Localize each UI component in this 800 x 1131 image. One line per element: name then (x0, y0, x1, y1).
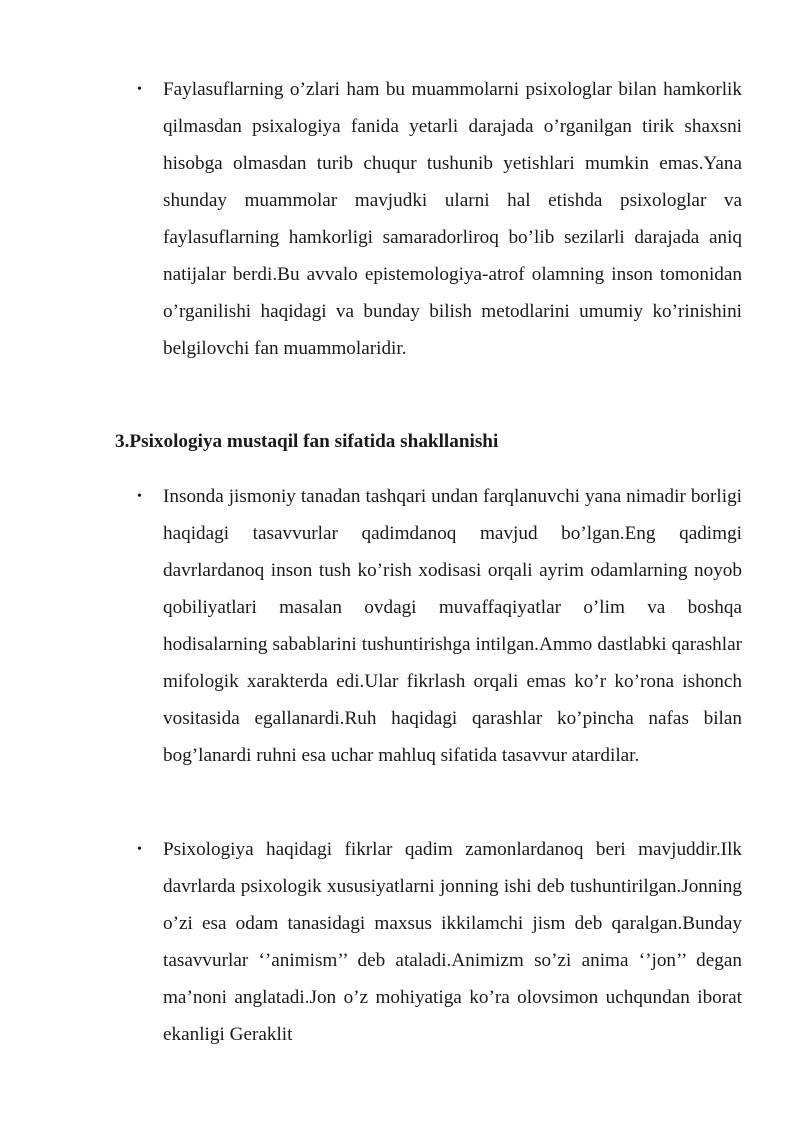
paragraph-ancient-views: Insonda jismoniy tanadan tashqari undan farqlanuvchi yana nimadir borligi haqidagi tasavvurlar qadimdanoq mavjud bo’lgan.Eng qadimgi davrlardanoq inson tush ko’rish xodisasi orqali ayrim odamlarning noyob qobiliyatlari masalan ovdagi muvaffaqiyatlar o’lim va boshqa hodisalarning sabablarini tushuntirishga intilgan.Ammo dastlabki qarashlar mifologik xarakterda edi.Ular fikrlash orqali emas ko’r ko’rona ishonch vositasida egallanardi.Ruh haqidagi qarashlar ko’pincha nafas bilan bog’lanardi ruhni esa uchar mahluq sifatida tasavvur atardilar. (163, 486, 742, 766)
section-heading: 3.Psixologiya mustaqil fan sifatida shakllanishi (115, 431, 499, 452)
bullet-marker: • (137, 82, 142, 97)
bullet-marker: • (137, 842, 142, 857)
paragraph-animism: Psixologiya haqidagi fikrlar qadim zamonlardanoq beri mavjuddir.Ilk davrlarda psixologik xususiyatlarni jonning ishi deb tushuntirilgan.Jonning o’zi esa odam tanasidagi maxsus ikkilamchi jism deb qaralgan.Bunday tasavvurlar ‘’animism’’ deb ataladi.Animizm so’zi anima ‘’jon’’ degan ma’noni anglatadi.Jon o’z mohiyatiga ko’ra olovsimon uchqundan iborat ekanligi Geraklit (163, 839, 742, 1045)
paragraph-philosophers-psychologists: Faylasuflarning o’zlari ham bu muammolarni psixologlar bilan hamkorlik qilmasdan psixalogiya fanida yetarli darajada o’rganilgan tirik shaxsni hisobga olmasdan turib chuqur tushunib yetishlari mumkin emas.Yana shunday muammolar mavjudki ularni hal etishda psixologlar va faylasuflarning hamkorligi samaradorliroq bo’lib sezilarli darajada aniq natijalar berdi.Bu avvalo epistemologiya-atrof olamning inson tomonidan o’rganilishi haqidagi va bunday bilish metodlarini umumiy ko’rinishini belgilovchi fan muammolaridir. (163, 79, 742, 359)
bullet-marker: • (137, 489, 142, 504)
